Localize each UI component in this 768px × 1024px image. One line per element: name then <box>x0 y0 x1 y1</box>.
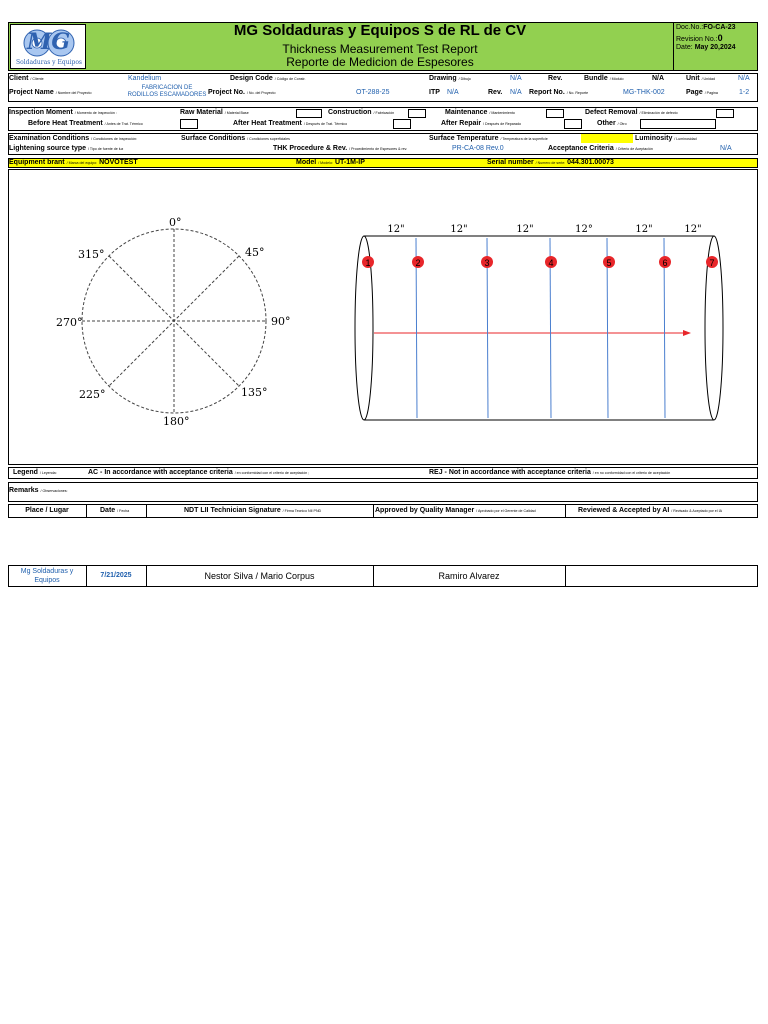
client-label: Client / Cliente <box>9 75 44 82</box>
legend-label: Legend / Leyenda: <box>13 469 57 476</box>
svg-text:7: 7 <box>709 258 715 268</box>
bundle-value: N/A <box>652 75 665 82</box>
page-value: 1-2 <box>739 89 750 96</box>
circle-diagram <box>45 208 305 448</box>
raw-material-label: Raw Material / Material Base <box>180 109 249 116</box>
sig-divider-2 <box>146 504 147 518</box>
legend-rej: REJ - Not in accordance with acceptance criteria / en no conformidad con el criterio de aceptación <box>429 469 671 476</box>
equipment-serial: Serial number / Numero de serie: 044.301.00073 <box>487 159 614 166</box>
header-divider <box>673 22 674 71</box>
svg-text:2: 2 <box>415 258 421 268</box>
angle-90: 90° <box>271 315 291 328</box>
rev2-label: Rev. <box>488 89 503 96</box>
angle-45: 45° <box>245 246 265 259</box>
design-code-label: Design Code / Código de Constr. <box>230 75 306 82</box>
place-header: Place / Lugar <box>25 507 69 514</box>
cylinder-diagram <box>352 218 732 428</box>
unit-label: Unit / Unidad <box>686 75 715 82</box>
angle-225: 225° <box>79 388 106 401</box>
temperature-highlight <box>581 134 633 143</box>
maintenance-label: Maintenance / Mantenimiento <box>445 109 515 116</box>
rev-label: Rev. <box>548 75 563 82</box>
sig-divider-4 <box>565 504 566 518</box>
measurement-point-3 <box>481 256 493 268</box>
inspection-moment-label: Inspection Moment / Momento de Inspección : <box>9 109 117 116</box>
after-ht-checkbox[interactable] <box>393 119 411 129</box>
remarks-label: Remarks / Observaciones: <box>9 487 68 494</box>
acceptance-criteria-value: N/A <box>720 145 732 152</box>
company-name: MG Soldaduras y Equipos S de RL de CV <box>233 22 527 39</box>
acceptance-criteria-label: Acceptance Criteria / Criterio de Aceptación <box>548 145 653 152</box>
defect-removal-checkbox[interactable] <box>716 109 734 118</box>
report-no-label: Report No. / No. Reporte <box>529 89 589 96</box>
report-title-es: Reporte de Medicion de Espesores <box>286 55 474 69</box>
rev2-value: N/A <box>510 89 522 96</box>
svg-text:6: 6 <box>662 258 668 268</box>
technician-value: Nestor Silva / Mario Corpus <box>204 571 315 581</box>
surface-conditions-label: Surface Conditions / Condiciones superficiales <box>181 135 290 142</box>
spacing-label-5: 12" <box>635 224 653 235</box>
angle-0: 0° <box>169 216 182 229</box>
other-field[interactable] <box>640 119 716 129</box>
remarks-row <box>8 482 758 502</box>
angle-135: 135° <box>241 386 268 399</box>
bundle-label: Bundle / Módulo <box>584 75 624 82</box>
date-value: May 20,2024 <box>694 44 736 51</box>
svg-text:3: 3 <box>484 258 490 268</box>
angle-315: 315° <box>78 248 105 261</box>
thk-procedure-label: THK Procedure & Rev. / Procedimiento de Espesores & rev. <box>273 145 408 152</box>
legend-ac: AC - In accordance with acceptance criteria / en conformidad con el criterio de aceptación ; <box>88 469 310 476</box>
maintenance-checkbox[interactable] <box>546 109 564 118</box>
doc-no-label: Doc.No.: <box>676 24 704 31</box>
after-repair-label: After Repair / Después de Reparado <box>441 120 521 127</box>
measurement-point-6 <box>659 256 671 268</box>
measurement-point-7 <box>706 256 718 268</box>
revision-value: 0 <box>717 33 723 43</box>
project-no-label: Project No. / No. del Proyecto <box>208 89 276 96</box>
revision-number <box>676 33 723 43</box>
other-label: Other / Otro <box>597 120 627 127</box>
equipment-brand: Equipment brant / Marca del equipo: NOVOTEST <box>9 159 138 166</box>
page-label: Page / Pagina <box>686 89 718 96</box>
drawing-label: Drawing / Dibujo <box>429 75 471 82</box>
sig-divider-1 <box>86 504 87 518</box>
spacing-label-6: 12" <box>684 224 702 235</box>
doc-no-value: FO-CA-23 <box>703 24 736 31</box>
client-value: Kandelium <box>128 75 162 82</box>
company-logo <box>10 24 86 69</box>
equipment-model: Model / Modelo: UT-1M-IP <box>296 159 365 166</box>
spacing-label-3: 12" <box>516 224 534 235</box>
svg-text:4: 4 <box>548 258 554 268</box>
revision-label: Revision No.: <box>676 36 718 43</box>
surface-temperature-label: Surface Temperature / Temperatura de la superficie <box>429 135 548 142</box>
exam-conditions-label: Examination Conditions / Condiciones de Inspección: <box>9 135 138 142</box>
before-ht-checkbox[interactable] <box>180 119 198 129</box>
raw-material-checkbox[interactable] <box>296 109 322 118</box>
technician-header: NDT LII Technician Signature / Firma Tecnico NII PND <box>184 507 322 514</box>
lightening-source-label: Lightening source type / Tipo de fuente de luz <box>9 145 124 152</box>
thk-procedure-value: PR-CA-08 Rev.0 <box>452 145 504 152</box>
doc-date <box>676 44 736 51</box>
report-title-en: Thickness Measurement Test Report <box>282 42 478 56</box>
date-label: Date: <box>676 44 693 51</box>
project-name-value: FABRICACION DE RODILLOS ESCAMADORES <box>127 85 207 98</box>
project-no-value: OT-288-25 <box>356 89 390 96</box>
quality-manager-value: Ramiro Alvarez <box>438 571 500 581</box>
itp-value: N/A <box>447 89 459 96</box>
project-name-label: Project Name / Nombre del Proyecto <box>9 89 92 96</box>
drawing-value: N/A <box>510 75 522 82</box>
sig-divider-3 <box>373 504 374 518</box>
spacing-label-4: 12° <box>575 224 593 235</box>
measurement-point-1 <box>362 256 374 268</box>
logo-caption: Soldaduras y Equipos <box>15 59 83 66</box>
measurement-point-4 <box>545 256 557 268</box>
place-value: Mg Soldaduras y Equipos <box>20 568 74 584</box>
logo-text: MG <box>27 29 71 55</box>
unit-value: N/A <box>738 75 750 82</box>
doc-number <box>676 24 736 31</box>
after-ht-label: After Heat Treatment / Después de Trat. Térmico <box>233 120 348 127</box>
measurement-point-5 <box>603 256 615 268</box>
sigv-divider-4 <box>565 565 566 587</box>
angle-180: 180° <box>163 415 190 428</box>
itp-label: ITP <box>429 89 440 96</box>
spacing-label-2: 12" <box>450 224 468 235</box>
date-value-cell: 7/21/2025 <box>100 572 132 579</box>
measurement-point-2 <box>412 256 424 268</box>
svg-text:5: 5 <box>606 258 612 268</box>
construction-label: Construction / Fabricación <box>328 109 395 116</box>
after-repair-checkbox[interactable] <box>564 119 582 129</box>
luminosity-label: Luminosity / Luminosidad <box>635 135 697 142</box>
ai-header: Reviewed & Accepted by AI / Revisado & Aceptado por el IA <box>578 507 722 514</box>
svg-text:1: 1 <box>365 258 371 268</box>
date-header: Date / Fecha <box>100 507 130 514</box>
report-no-value: MG-THK-002 <box>623 89 665 96</box>
spacing-label-1: 12" <box>387 224 405 235</box>
quality-manager-header: Approved by Quality Manager / Aprobado por el Gerente de Calidad <box>375 507 536 514</box>
before-ht-label: Before Heat Treatment / Antes de Trat. Térmico <box>28 120 143 127</box>
angle-270: 270° <box>56 316 83 329</box>
info-section <box>8 73 758 102</box>
defect-removal-label: Defect Removal / Eliminación de defecto <box>585 109 678 116</box>
construction-checkbox[interactable] <box>408 109 426 118</box>
